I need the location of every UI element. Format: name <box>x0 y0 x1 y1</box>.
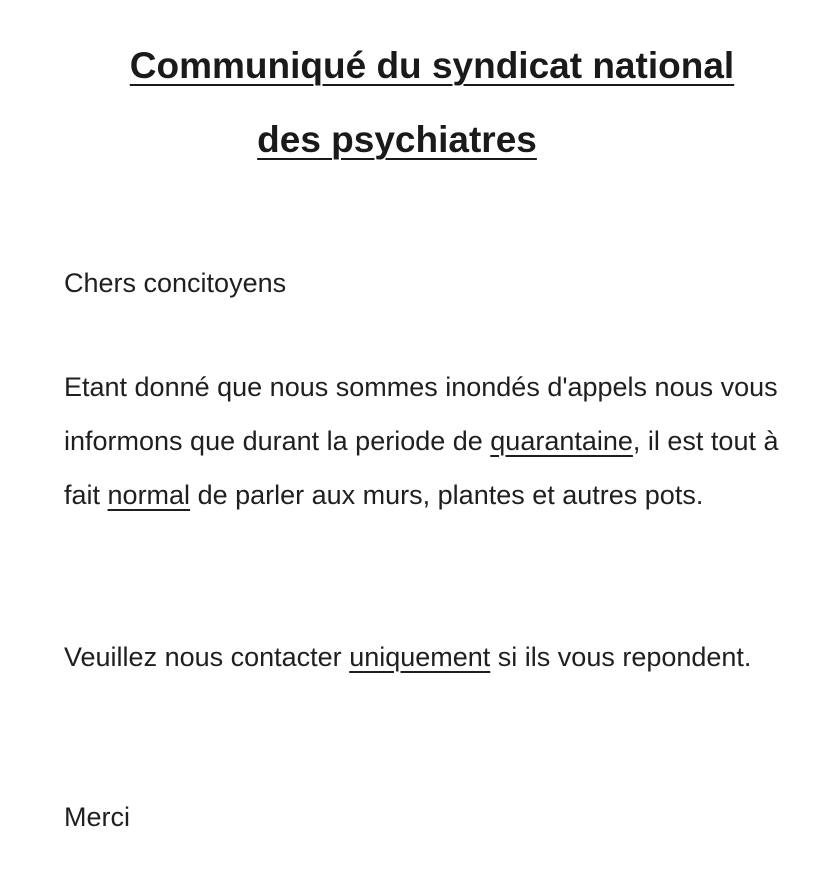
title-line-2 <box>0 118 812 162</box>
title-line-1-text: Communiqué du syndicat national <box>129 45 735 86</box>
title-line-2-text: des psychiatres <box>257 119 537 160</box>
body-text-3: de parler aux murs, plantes et autres pots. <box>190 480 704 510</box>
contact-paragraph <box>64 630 804 684</box>
body-text-2: , il est tout à fait <box>64 426 779 510</box>
body-text-1: Etant donné que nous sommes inondés d'appels nous vous informons que durant la periode de <box>64 372 778 456</box>
underlined-uniquement: uniquement <box>349 642 491 672</box>
title-line-1 <box>0 44 830 88</box>
contact-text-2: si ils vous repondent. <box>490 642 752 672</box>
underlined-normal: normal <box>107 480 191 510</box>
greeting: Chers concitoyens <box>64 268 287 298</box>
closing: Merci <box>64 802 130 832</box>
body-paragraph <box>64 360 804 522</box>
contact-text-1: Veuillez nous contacter <box>64 642 350 672</box>
underlined-quarantaine: quarantaine <box>490 426 633 456</box>
